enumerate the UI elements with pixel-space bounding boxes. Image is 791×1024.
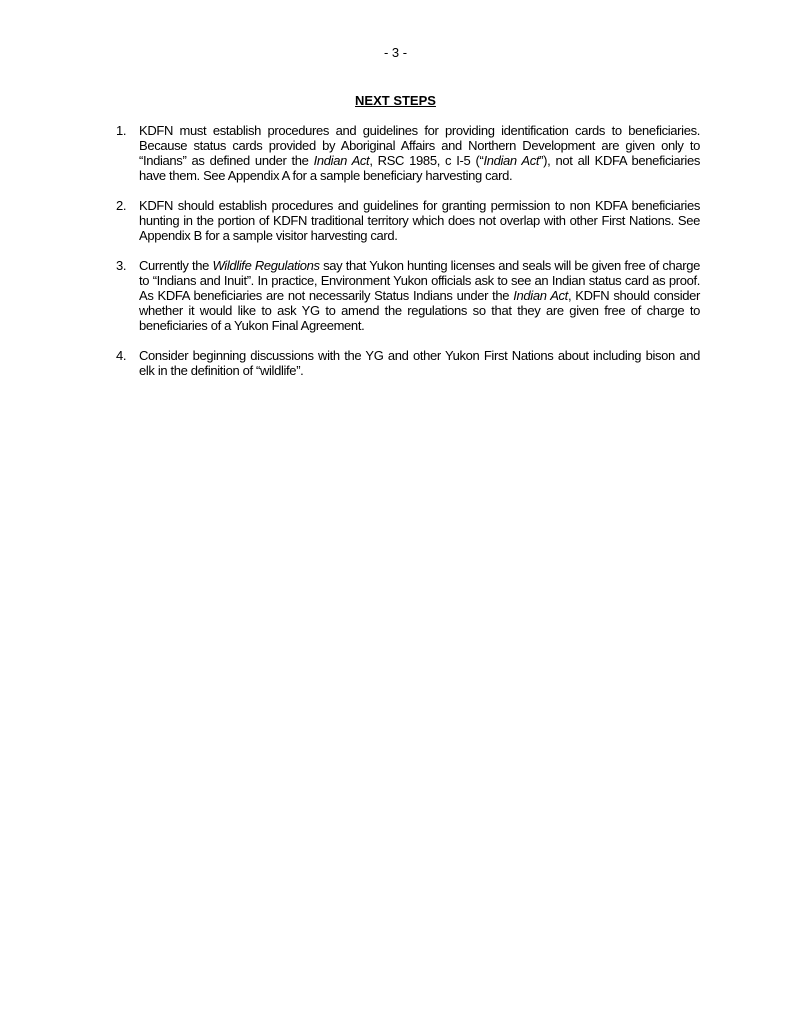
step-text [139,123,700,183]
section-heading: NEXT STEPS [355,93,436,108]
italic-citation: Indian Act [513,288,568,303]
step-number: 2. [116,198,127,213]
step-number: 3. [116,258,127,273]
step-item-2 [116,198,700,243]
step-number: 4. [116,348,127,363]
text-run: , RSC 1985, c I-5 (“ [369,153,484,168]
page-number: - 3 - [383,45,408,60]
step-item-3 [116,258,700,333]
italic-citation: Indian Act [483,153,540,168]
text-run: KDFN must establish procedures and guidelines for providing identification cards to beneficiaries. Because status cards provided by Aboriginal Affairs and Northern Development are given only to “Indians” as defined under the [139,123,700,168]
next-steps-list [116,123,700,393]
text-run: Currently the [139,258,213,273]
italic-citation: Indian Act [313,153,370,168]
step-text [139,198,700,243]
step-text [139,258,700,333]
text-run: , KDFN should consider whether it would like to ask YG to amend the regulations so that they are given free of charge to beneficiaries of a Yukon Final Agreement. [139,288,700,333]
text-run: say that Yukon hunting licenses and seals will be given free of charge to “Indians and Inuit”. In practice, Environment Yukon officials ask to see an Indian status card as proof. As KDFA beneficiaries are not necessarily Status Indians under the [139,258,700,303]
text-run: KDFN should establish procedures and guidelines for granting permission to non KDFA beneficiaries hunting in the portion of KDFN traditional territory which does not overlap with other First Nations. See Appendix B for a sample visitor harvesting card. [139,198,700,243]
step-number: 1. [116,123,127,138]
text-run: Consider beginning discussions with the YG and other Yukon First Nations about including bison and elk in the definition of “wildlife”. [139,348,700,378]
italic-citation: Wildlife Regulations [212,258,320,273]
step-text [139,348,700,378]
step-item-4 [116,348,700,378]
step-item-1 [116,123,700,183]
text-run: ”), not all KDFA beneficiaries have them. See Appendix A for a sample beneficiary harvesting card. [139,153,700,183]
